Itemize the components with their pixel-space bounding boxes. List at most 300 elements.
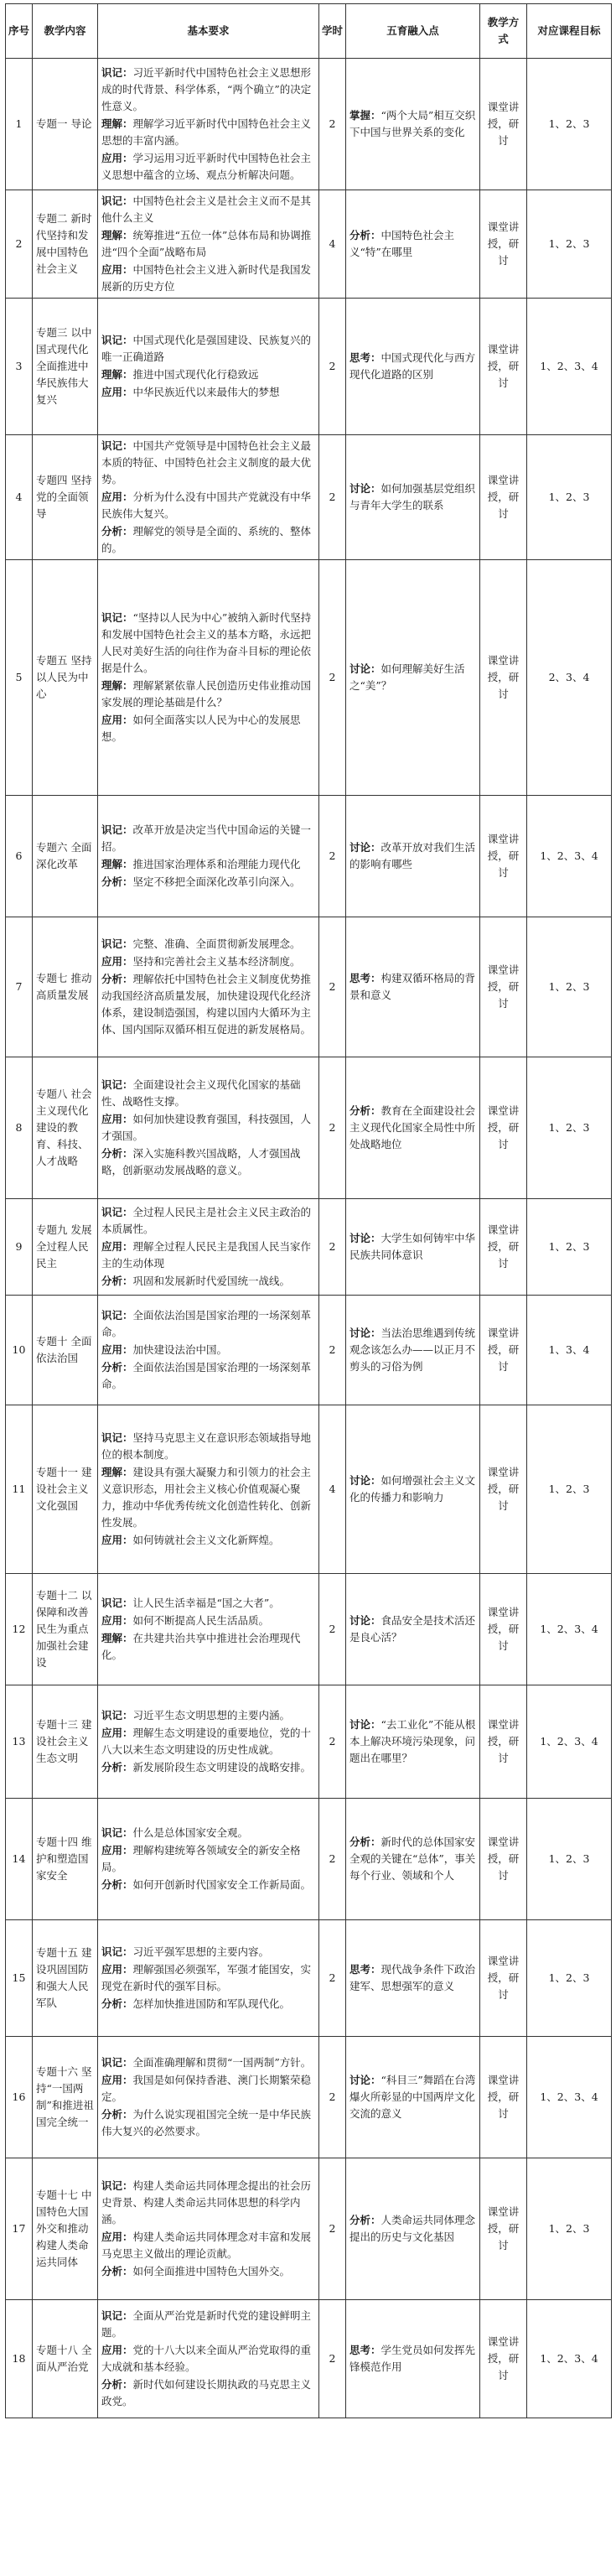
header-education: 五育融入点 <box>346 4 480 59</box>
requirement-label: 识记： <box>101 937 133 950</box>
table-row <box>6 2037 612 2158</box>
requirement-line <box>101 2106 315 2140</box>
requirement-line <box>101 2178 315 2228</box>
table-row <box>6 190 612 299</box>
requirement-line <box>101 150 315 184</box>
teaching-method: 课堂讲授，研讨 <box>480 299 527 435</box>
class-hours: 4 <box>319 190 346 299</box>
requirement-label: 识记： <box>101 334 133 346</box>
requirement-line <box>101 489 315 522</box>
education-point <box>346 1920 480 2037</box>
requirement-text: 全面建设社会主义现代化国家的基础性、战略性支撑。 <box>101 1078 301 1108</box>
requirement-text: 中国特色社会主义是社会主义而不是其他什么主义 <box>101 195 312 224</box>
requirement-line <box>101 262 315 295</box>
header-method: 教学方式 <box>480 4 527 59</box>
class-hours: 2 <box>319 59 346 190</box>
teaching-method: 课堂讲授，研讨 <box>480 1296 527 1405</box>
education-point <box>346 560 480 796</box>
requirement-text: 中国特色社会主义进入新时代是我国发展新的历史方位 <box>101 263 312 293</box>
requirement-text: 我国是如何保持香港、澳门长期繁荣稳定。 <box>101 2074 312 2103</box>
class-hours: 2 <box>319 1685 346 1799</box>
requirement-line <box>101 610 315 677</box>
education-text: 食品安全是技术活还是良心活？ <box>349 1614 476 1644</box>
requirement-text: 坚定不移把全面深化改革引向深入。 <box>132 875 301 888</box>
requirement-line <box>101 1342 315 1358</box>
education-label: 讨论： <box>349 1474 381 1487</box>
requirement-text: 理解依托中国特色社会主义制度优势推动我国经济高质量发展，加快建设现代化经济体系，建设制造强国，构建以国内大循环为主体、国内国际双循环相互促进的新发展格局。 <box>101 973 312 1036</box>
row-number: 10 <box>6 1296 33 1405</box>
class-hours: 2 <box>319 1920 346 2037</box>
teaching-content: 专题八 社会主义现代化建设的教育、科技、人才战略 <box>33 1057 98 1199</box>
requirement-text: 如何不断提高人民生活品质。 <box>132 1614 270 1627</box>
requirement-label: 应用： <box>101 1240 133 1253</box>
requirement-label: 分析： <box>101 875 133 888</box>
requirement-text: 如何全面落实以人民为中心的发展思想。 <box>101 714 301 743</box>
course-target: 1、3、4 <box>527 1296 612 1405</box>
requirement-label: 分析： <box>101 1147 133 1160</box>
education-point <box>346 1199 480 1296</box>
teaching-content: 专题十四 维护和塑造国家安全 <box>33 1799 98 1920</box>
teaching-method: 课堂讲授，研讨 <box>480 1799 527 1920</box>
requirement-text: 什么是总体国家安全观。 <box>132 1826 249 1839</box>
requirement-line <box>101 1204 315 1238</box>
row-number: 11 <box>6 1405 33 1574</box>
requirement-text: 统筹推进“五位一体”总体布局和协调推进“四个全面”战略布局 <box>101 229 312 258</box>
row-number: 6 <box>6 796 33 917</box>
education-text: 人类命运共同体理念提出的历史与文化基因 <box>349 2214 476 2243</box>
basic-requirements <box>98 1296 319 1405</box>
header-no: 序号 <box>6 4 33 59</box>
requirement-line <box>101 1842 315 1876</box>
table-row <box>6 2300 612 2418</box>
requirement-line <box>101 1359 315 1393</box>
requirement-text: 完整、准确、全面贯彻新发展理念。 <box>132 937 301 950</box>
requirement-label: 理解： <box>101 858 133 870</box>
table-row <box>6 1799 612 1920</box>
requirement-text: 理解强国必须强军，军强才能国安，实现党在新时代的强军目标。 <box>101 1963 312 1992</box>
requirement-line <box>101 1239 315 1272</box>
requirement-label: 识记： <box>101 1431 133 1444</box>
requirement-label: 识记： <box>101 195 133 207</box>
requirement-line <box>101 1725 315 1758</box>
education-label: 讨论： <box>349 1718 381 1731</box>
requirement-text: 为什么说实现祖国完全统一是中华民族伟大复兴的必然要求。 <box>101 2108 312 2137</box>
requirement-line <box>101 1464 315 1531</box>
header-content: 教学内容 <box>33 4 98 59</box>
requirement-line <box>101 953 315 970</box>
requirement-text: 构建人类命运共同体理念对丰富和发展马克思主义做出的理论贡献。 <box>101 2231 312 2260</box>
education-label: 讨论： <box>349 1614 381 1627</box>
basic-requirements <box>98 59 319 190</box>
requirement-line <box>101 2342 315 2376</box>
requirement-line <box>101 1630 315 1664</box>
row-number: 7 <box>6 917 33 1057</box>
education-text: 中国特色社会主义“特”在哪里 <box>349 229 455 258</box>
row-number: 12 <box>6 1574 33 1685</box>
class-hours: 2 <box>319 299 346 435</box>
table-row <box>6 1574 612 1685</box>
basic-requirements <box>98 1920 319 2037</box>
row-number: 16 <box>6 2037 33 2158</box>
table-row <box>6 1685 612 1799</box>
education-point <box>346 1057 480 1199</box>
course-target: 1、2、3、4 <box>527 299 612 435</box>
class-hours: 2 <box>319 435 346 560</box>
teaching-method: 课堂讲授，研讨 <box>480 1199 527 1296</box>
requirement-text: 建设具有强大凝聚力和引领力的社会主义意识形态，用社会主义核心价值观凝心聚力，推动中华优秀传统文化创造性转化、创新性发展。 <box>101 1466 312 1529</box>
class-hours: 2 <box>319 1574 346 1685</box>
teaching-method: 课堂讲授，研讨 <box>480 2037 527 2158</box>
row-number: 3 <box>6 299 33 435</box>
row-number: 17 <box>6 2158 33 2300</box>
requirement-label: 应用： <box>101 2074 133 2086</box>
education-text: 现代战争条件下政治建军、思想强军的意义 <box>349 1963 476 1992</box>
requirement-text: 中国共产党领导是中国特色社会主义最本质的特征、中国特色社会主义制度的最大优势。 <box>101 439 312 486</box>
requirement-line <box>101 1877 315 1893</box>
requirement-line <box>101 1307 315 1341</box>
requirement-text: 怎样加快推进国防和军队现代化。 <box>132 1997 291 2010</box>
education-label: 讨论： <box>349 1327 381 1339</box>
requirement-text: 新发展阶段生态文明建设的战略安排。 <box>132 1761 312 1774</box>
teaching-content: 专题三 以中国式现代化全面推进中华民族伟大复兴 <box>33 299 98 435</box>
requirement-label: 识记： <box>101 2179 133 2192</box>
requirement-text: 在共建共治共享中推进社会治理现代化。 <box>101 1632 301 1661</box>
basic-requirements <box>98 1574 319 1685</box>
requirement-label: 应用： <box>101 2344 133 2356</box>
requirement-line <box>101 1996 315 2012</box>
course-target: 1、2、3 <box>527 1057 612 1199</box>
requirement-label: 应用： <box>101 1963 133 1976</box>
requirement-label: 理解： <box>101 229 133 242</box>
basic-requirements <box>98 1199 319 1296</box>
requirement-text: 坚持马克思主义在意识形态领域指导地位的根本制度。 <box>101 1431 312 1461</box>
education-text: “科目三”舞蹈在台湾爆火所彰显的中国两岸文化交流的意义 <box>349 2074 476 2120</box>
basic-requirements <box>98 299 319 435</box>
row-number: 15 <box>6 1920 33 2037</box>
requirement-line <box>101 1613 315 1629</box>
requirement-text: 如何开创新时代国家安全工作新局面。 <box>132 1878 312 1891</box>
requirement-label: 识记： <box>101 439 133 452</box>
education-text: 构建双循环格局的背景和意义 <box>349 972 476 1001</box>
requirement-line <box>101 971 315 1038</box>
class-hours: 2 <box>319 2300 346 2418</box>
education-text: 新时代的总体国家安全观的关键在“总体”，事关每个行业、领域和个人 <box>349 1836 476 1882</box>
education-point <box>346 1799 480 1920</box>
course-target: 1、2、3 <box>527 1199 612 1296</box>
basic-requirements <box>98 2037 319 2158</box>
requirement-text: 全面准确理解和贯彻“一国两制”方针。 <box>132 2056 312 2069</box>
row-number: 2 <box>6 190 33 299</box>
teaching-content: 专题二 新时代坚持和发展中国特色社会主义 <box>33 190 98 299</box>
requirement-line <box>101 366 315 383</box>
teaching-method: 课堂讲授，研讨 <box>480 796 527 917</box>
course-target: 1、2、3 <box>527 1920 612 2037</box>
requirement-label: 分析： <box>101 1361 133 1374</box>
requirement-text: 坚持和完善社会主义基本经济制度。 <box>132 955 301 968</box>
education-text: 如何理解美好生活之“美”？ <box>349 662 465 692</box>
requirement-line <box>101 116 315 149</box>
requirement-line <box>101 1145 315 1179</box>
requirement-line <box>101 2263 315 2280</box>
requirement-text: 如何全面推进中国特色大国外交。 <box>132 2265 291 2277</box>
requirement-text: 理解生态文明建设的重要地位，党的十八大以来生态文明建设的历史性成就。 <box>101 1727 312 1756</box>
teaching-content: 专题十二 以保障和改善民生为重点加强社会建设 <box>33 1574 98 1685</box>
teaching-content: 专题七 推动高质量发展 <box>33 917 98 1057</box>
class-hours: 2 <box>319 2037 346 2158</box>
requirement-line <box>101 2229 315 2262</box>
education-label: 分析： <box>349 1836 381 1848</box>
education-text: “去工业化”不能从根本上解决环境污染现象，问题出在哪里？ <box>349 1718 476 1764</box>
header-row <box>6 4 612 59</box>
basic-requirements <box>98 190 319 299</box>
row-number: 13 <box>6 1685 33 1799</box>
requirement-text: 新时代如何建设长期执政的马克思主义政党。 <box>101 2378 312 2407</box>
requirement-label: 应用： <box>101 263 133 276</box>
requirement-text: 全面从严治党是新时代党的建设鲜明主题。 <box>101 2309 312 2339</box>
requirement-text: 习近平新时代中国特色社会主义思想形成的时代背景、科学体系，“两个确立”的决定性意义。 <box>101 66 312 112</box>
requirement-label: 应用： <box>101 2231 133 2243</box>
education-point <box>346 59 480 190</box>
basic-requirements <box>98 435 319 560</box>
requirement-text: 理解全过程人民民主是我国人民当家作主的生动体现 <box>101 1240 312 1270</box>
class-hours: 2 <box>319 1296 346 1405</box>
education-label: 分析： <box>349 229 381 242</box>
teaching-content: 专题四 坚持党的全面领导 <box>33 435 98 560</box>
education-point <box>346 796 480 917</box>
table-row <box>6 435 612 560</box>
education-label: 分析： <box>349 2214 381 2226</box>
basic-requirements <box>98 2158 319 2300</box>
requirement-text: 改革开放是决定当代中国命运的关键一招。 <box>101 823 312 853</box>
requirement-line <box>101 1111 315 1145</box>
course-target: 1、2、3 <box>527 59 612 190</box>
education-label: 讨论： <box>349 841 381 854</box>
teaching-method: 课堂讲授，研讨 <box>480 917 527 1057</box>
requirement-label: 识记： <box>101 1078 133 1091</box>
requirement-line <box>101 874 315 891</box>
teaching-method: 课堂讲授，研讨 <box>480 435 527 560</box>
requirement-label: 识记： <box>101 1206 133 1218</box>
requirement-text: 全面依法治国是国家治理的一场深刻革命。 <box>101 1361 312 1390</box>
class-hours: 2 <box>319 1799 346 1920</box>
requirement-label: 应用： <box>101 1727 133 1739</box>
curriculum-table <box>5 3 612 2418</box>
requirement-text: 学习运用习近平新时代中国特色社会主义思想中蕴含的立场、观点分析解决问题。 <box>101 152 312 181</box>
row-number: 18 <box>6 2300 33 2418</box>
row-number: 1 <box>6 59 33 190</box>
table-row <box>6 796 612 917</box>
requirement-text: 全面依法治国是国家治理的一场深刻革命。 <box>101 1309 312 1338</box>
requirement-line <box>101 822 315 855</box>
requirement-line <box>101 2054 315 2071</box>
requirement-text: 加快建设法治中国。 <box>132 1343 228 1356</box>
requirement-label: 分析： <box>101 973 133 985</box>
requirement-label: 应用： <box>101 1534 133 1546</box>
requirement-line <box>101 2072 315 2106</box>
education-point <box>346 1296 480 1405</box>
class-hours: 2 <box>319 560 346 796</box>
class-hours: 2 <box>319 1057 346 1199</box>
requirement-label: 分析： <box>101 1997 133 2010</box>
requirement-line <box>101 1759 315 1776</box>
row-number: 9 <box>6 1199 33 1296</box>
requirement-line <box>101 1077 315 1110</box>
teaching-method: 课堂讲授，研讨 <box>480 1057 527 1199</box>
requirement-line <box>101 936 315 953</box>
requirement-line <box>101 1825 315 1841</box>
teaching-content: 专题一 导论 <box>33 59 98 190</box>
education-text: 如何加强基层党组织与青年大学生的联系 <box>349 482 476 512</box>
requirement-label: 识记： <box>101 2056 133 2069</box>
requirement-label: 应用： <box>101 1343 133 1356</box>
education-label: 掌握： <box>349 109 381 122</box>
requirement-text: 全过程人民民主是社会主义民主政治的本质属性。 <box>101 1206 312 1235</box>
course-target: 1、2、3、4 <box>527 2037 612 2158</box>
requirement-text: 中华民族近代以来最伟大的梦想 <box>132 386 280 398</box>
requirement-text: “坚持以人民为中心”被纳入新时代坚持和发展中国特色社会主义的基本方略，永远把人民对美好生活的向往作为奋斗目标的理论依据是什么。 <box>101 611 312 674</box>
course-target: 1、2、3 <box>527 1799 612 1920</box>
basic-requirements <box>98 2300 319 2418</box>
table-body <box>6 59 612 2418</box>
education-text: 当法治思维遇到传统观念该怎么办——以正月不剪头的习俗为例 <box>349 1327 476 1373</box>
requirement-label: 识记： <box>101 1826 133 1839</box>
requirement-label: 理解： <box>101 1466 133 1478</box>
requirement-line <box>101 1595 315 1612</box>
requirement-label: 应用： <box>101 386 133 398</box>
course-target: 1、2、3、4 <box>527 796 612 917</box>
teaching-content: 专题十 全面依法治国 <box>33 1296 98 1405</box>
requirement-label: 识记： <box>101 1309 133 1322</box>
requirement-text: 中国式现代化是强国建设、民族复兴的唯一正确道路 <box>101 334 312 363</box>
teaching-content: 专题十五 建设巩固国防和强大人民军队 <box>33 1920 98 2037</box>
education-label: 讨论： <box>349 482 381 495</box>
requirement-text: 理解紧紧依靠人民创造历史伟业推动国家发展的理论基础是什么？ <box>101 679 312 709</box>
course-target: 2、3、4 <box>527 560 612 796</box>
requirement-label: 应用： <box>101 1614 133 1627</box>
education-label: 思考： <box>349 2344 381 2356</box>
row-number: 5 <box>6 560 33 796</box>
requirement-line <box>101 227 315 261</box>
requirement-text: 理解学习近平新时代中国特色社会主义思想的丰富内涵。 <box>101 117 312 147</box>
requirement-label: 分析： <box>101 1878 133 1891</box>
requirement-line <box>101 712 315 745</box>
class-hours: 2 <box>319 1199 346 1296</box>
table-row <box>6 1057 612 1199</box>
requirement-text: 分析为什么没有中国共产党就没有中华民族伟大复兴。 <box>101 491 312 520</box>
requirement-label: 分析： <box>101 2265 133 2277</box>
requirement-label: 应用： <box>101 491 133 503</box>
education-point <box>346 2037 480 2158</box>
table-row <box>6 1405 612 1574</box>
requirement-line <box>101 1944 315 1961</box>
table-row <box>6 2158 612 2300</box>
requirement-label: 理解： <box>101 368 133 381</box>
education-point <box>346 435 480 560</box>
course-target: 1、2、3 <box>527 190 612 299</box>
course-target: 1、2、3 <box>527 1405 612 1574</box>
basic-requirements <box>98 560 319 796</box>
education-label: 讨论： <box>349 662 381 675</box>
requirement-line <box>101 1273 315 1290</box>
requirement-label: 应用： <box>101 955 133 968</box>
teaching-content: 专题十三 建设社会主义生态文明 <box>33 1685 98 1799</box>
requirement-line <box>101 2308 315 2341</box>
education-text: “两个大局”相互交织下中国与世界关系的变化 <box>349 109 476 138</box>
education-point <box>346 2158 480 2300</box>
requirement-label: 分析： <box>101 2378 133 2391</box>
header-requirements: 基本要求 <box>98 4 319 59</box>
requirement-line <box>101 856 315 873</box>
header-target: 对应课程目标 <box>527 4 612 59</box>
education-point <box>346 299 480 435</box>
teaching-method: 课堂讲授，研讨 <box>480 1405 527 1574</box>
course-target: 1、2、3、4 <box>527 1574 612 1685</box>
requirement-label: 应用： <box>101 1844 133 1857</box>
requirement-label: 分析： <box>101 1761 133 1774</box>
teaching-content: 专题十一 建设社会主义文化强国 <box>33 1405 98 1574</box>
table-row <box>6 299 612 435</box>
requirement-line <box>101 332 315 366</box>
teaching-method: 课堂讲授，研讨 <box>480 2300 527 2418</box>
teaching-method: 课堂讲授，研讨 <box>480 1920 527 2037</box>
requirement-line <box>101 193 315 226</box>
teaching-method: 课堂讲授，研讨 <box>480 1574 527 1685</box>
education-label: 讨论： <box>349 1232 381 1244</box>
education-point <box>346 1405 480 1574</box>
class-hours: 2 <box>319 796 346 917</box>
requirement-line <box>101 438 315 488</box>
education-label: 讨论： <box>349 2074 381 2086</box>
requirement-label: 识记： <box>101 66 133 79</box>
requirement-text: 习近平强军思想的主要内容。 <box>132 1945 270 1958</box>
requirement-line <box>101 523 315 557</box>
requirement-label: 识记： <box>101 2309 133 2322</box>
course-target: 1、2、3、4 <box>527 1685 612 1799</box>
education-point <box>346 1685 480 1799</box>
teaching-content: 专题六 全面深化改革 <box>33 796 98 917</box>
education-point <box>346 1574 480 1685</box>
requirement-text: 理解构建统筹各领域安全的新安全格局。 <box>101 1844 301 1873</box>
teaching-content: 专题十六 坚持“一国两制”和推进祖国完全统一 <box>33 2037 98 2158</box>
education-label: 分析： <box>349 1104 381 1117</box>
row-number: 14 <box>6 1799 33 1920</box>
teaching-content: 专题十七 中国特色大国外交和推动构建人类命运共同体 <box>33 2158 98 2300</box>
education-text: 中国式现代化与西方现代化道路的区别 <box>349 351 476 381</box>
requirement-text: 巩固和发展新时代爱国统一战线。 <box>132 1275 291 1287</box>
requirement-label: 理解： <box>101 679 133 692</box>
requirement-text: 如何铸就社会主义文化新辉煌。 <box>132 1534 280 1546</box>
row-number: 8 <box>6 1057 33 1199</box>
requirement-line <box>101 1430 315 1463</box>
education-text: 改革开放对我们生活的影响有哪些 <box>349 841 476 870</box>
basic-requirements <box>98 1057 319 1199</box>
table-row <box>6 1296 612 1405</box>
teaching-content: 专题五 坚持以人民为中心 <box>33 560 98 796</box>
basic-requirements <box>98 1799 319 1920</box>
education-text: 大学生如何铸牢中华民族共同体意识 <box>349 1232 476 1261</box>
requirement-line <box>101 65 315 115</box>
requirement-label: 识记： <box>101 1709 133 1722</box>
row-number: 4 <box>6 435 33 560</box>
requirement-line <box>101 678 315 711</box>
education-label: 思考： <box>349 351 381 364</box>
education-point <box>346 917 480 1057</box>
table-row <box>6 1920 612 2037</box>
header-hours: 学时 <box>319 4 346 59</box>
requirement-text: 习近平生态文明思想的主要内涵。 <box>132 1709 291 1722</box>
requirement-label: 识记： <box>101 1597 133 1609</box>
teaching-method: 课堂讲授，研讨 <box>480 560 527 796</box>
